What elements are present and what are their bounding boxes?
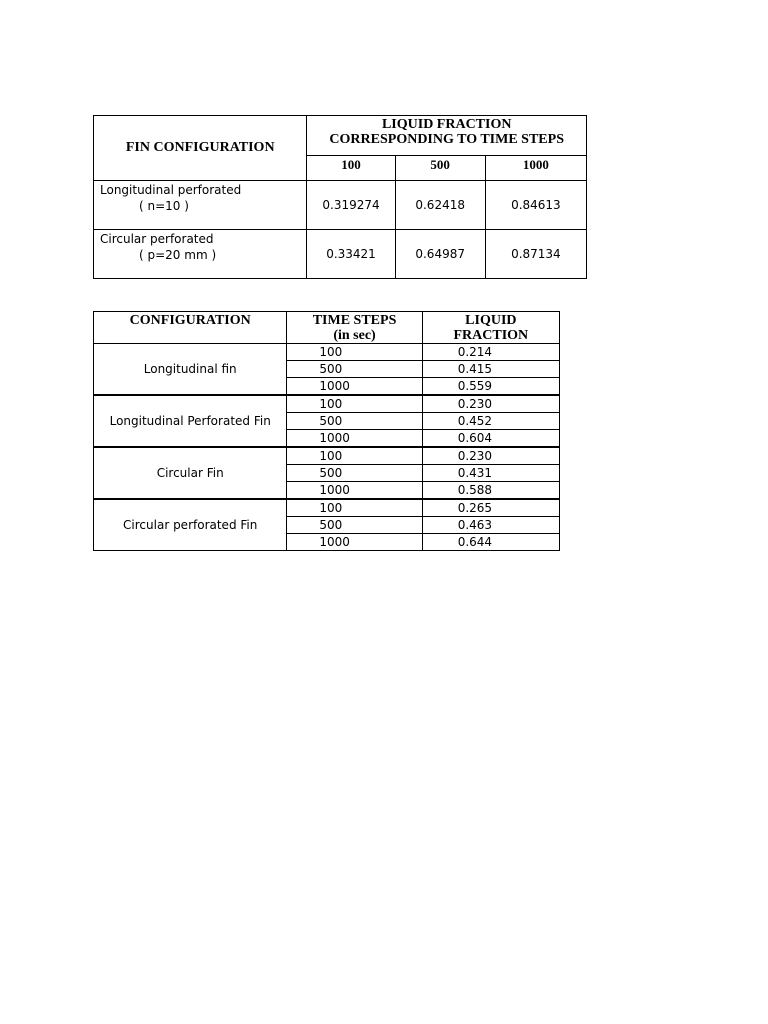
table-row [94,395,560,413]
time-step-cell: 500 [287,465,422,482]
fraction-cell: 0.230 [422,395,559,413]
liquid-fraction-header-line2: FRACTION [453,328,529,343]
time-step-cell: 1000 [287,430,422,448]
time-step-cell: 100 [287,499,422,517]
fraction-cell: 0.463 [422,517,559,534]
config-cell [94,181,307,230]
liquid-fraction-header [307,116,587,156]
table-row [94,499,560,517]
time-step-header-100: 100 [307,156,395,181]
config-name: Longitudinal perforated [100,183,242,197]
fraction-cell: 0.559 [422,378,559,396]
fraction-cell: 0.230 [422,447,559,465]
fraction-cell: 0.415 [422,361,559,378]
time-step-cell: 500 [287,517,422,534]
fraction-cell: 0.265 [422,499,559,517]
config-name: Longitudinal Perforated Fin [94,395,287,447]
configuration-liquid-fraction-table [93,311,560,551]
liquid-fraction-header-line1: LIQUID FRACTION [381,117,512,132]
table-row [94,447,560,465]
liquid-fraction-time-steps-table [93,115,587,279]
time-step-cell: 500 [287,413,422,430]
configuration-header-text: CONFIGURATION [129,313,251,328]
value-cell: 0.64987 [395,230,485,279]
time-steps-header [287,312,422,344]
time-step-cell: 500 [287,361,422,378]
value-cell: 0.62418 [395,181,485,230]
config-name: Circular Fin [94,447,287,499]
fraction-cell: 0.214 [422,344,559,361]
time-steps-header-line1: TIME STEPS [312,313,397,328]
configuration-header [94,312,287,344]
table-row [94,230,587,279]
time-steps-header-line2: (in sec) [333,328,376,343]
fraction-cell: 0.604 [422,430,559,448]
fraction-cell: 0.588 [422,482,559,500]
config-name: Circular perforated [100,232,214,246]
liquid-fraction-header-line2: CORRESPONDING TO TIME STEPS [329,132,564,147]
value-cell: 0.319274 [307,181,395,230]
fraction-cell: 0.431 [422,465,559,482]
value-cell: 0.33421 [307,230,395,279]
table-row [94,181,587,230]
time-step-header-1000: 1000 [485,156,586,181]
time-step-cell: 1000 [287,534,422,551]
value-cell: 0.87134 [485,230,586,279]
time-step-cell: 100 [287,344,422,361]
table-row [94,344,560,361]
fraction-cell: 0.644 [422,534,559,551]
fin-configuration-header-text: FIN CONFIGURATION [125,140,275,155]
time-step-cell: 100 [287,395,422,413]
time-step-cell: 1000 [287,482,422,500]
fin-configuration-header [94,116,307,181]
time-step-cell: 100 [287,447,422,465]
config-name: Circular perforated Fin [94,499,287,551]
time-step-cell: 1000 [287,378,422,396]
fraction-cell: 0.452 [422,413,559,430]
value-cell: 0.84613 [485,181,586,230]
config-name: Longitudinal fin [94,344,287,396]
time-step-header-500: 500 [395,156,485,181]
config-cell [94,230,307,279]
config-param: ( n=10 ) [139,199,189,213]
liquid-fraction-header [422,312,559,344]
config-param: ( p=20 mm ) [139,248,217,262]
liquid-fraction-header-line1: LIQUID [465,313,517,328]
